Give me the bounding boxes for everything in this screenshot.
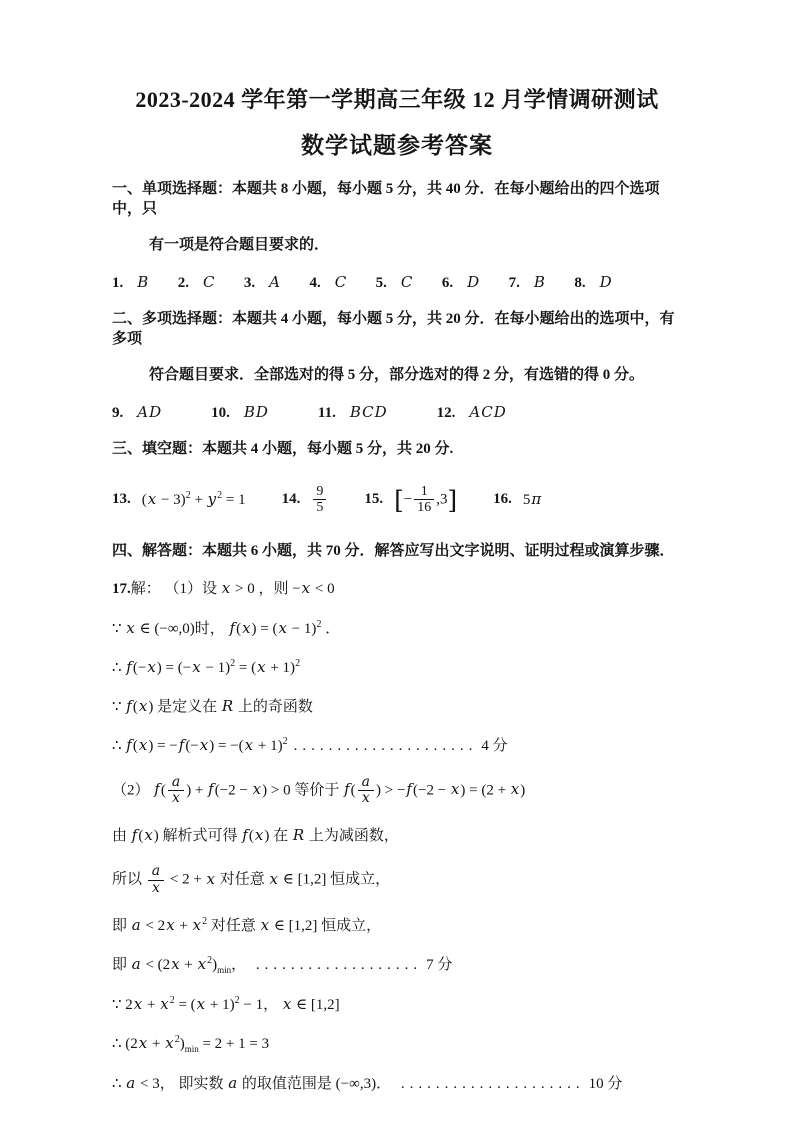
document-title-line1: 2023-2024 学年第一学期高三年级 12 月学情调研测试: [135, 87, 659, 112]
section3-heading: 三、填空题：本题共 4 小题，每小题 5 分，共 20 分.: [112, 441, 454, 458]
answer-item-3: 3. A: [243, 272, 282, 291]
solution17-line-13: ∴ a < 3， 即实数 a 的取值范围是 (−∞,3)． ..................... 10 分: [112, 1074, 623, 1093]
solution17-line-4: ∵ f(x) 是定义在 R 上的奇函数: [112, 697, 313, 716]
section2-heading-line1: 二、多项选择题：本题共 4 小题，每小题 5 分，共 20 分．在每小题给出的选项中，有多项: [112, 311, 675, 347]
answer-item-1: 1. B: [112, 272, 150, 291]
answer-item-7: 7. B: [508, 272, 546, 291]
answer-item-5: 5. C: [375, 272, 414, 291]
solution17-line-11: ∵ $2x + x^2 = (x + 1)^2 - 1$， x ∈ [1,2]: [112, 995, 340, 1014]
answer-item-13: 13. $(x - 3)^2 + y^2 = 1$: [112, 489, 246, 511]
answer-item-6: 6. D: [441, 272, 481, 291]
answer-item-16: 16. 5π: [493, 490, 542, 511]
solution17-line-3: ∴ $f(-x) = (-x - 1)^2 = (x + 1)^2$: [112, 657, 301, 676]
formula-16: 5π: [522, 489, 542, 508]
answer-item-11: 11. BCD: [317, 402, 388, 421]
solution17-line-7: 由 f(x) 解析式可得 f(x) 在 R 上为减函数，: [112, 826, 399, 845]
solution17-line-10: 即 $a < (2x + x^2)_{min}$， ................... 7 分: [112, 954, 453, 975]
document-title-line2: 数学试题参考答案: [301, 132, 493, 158]
answer-item-2: 2. C: [177, 272, 216, 291]
solution17-line-12: ∴ $(2x + x^2)_{min} = 2 + 1 = 3$: [112, 1034, 270, 1055]
formula-14: $\frac{9}{5}$: [311, 484, 328, 516]
section2-heading-line2: 符合题目要求．全部选对的得 5 分，部分选对的得 2 分，有选错的得 0 分。: [149, 367, 645, 384]
section1-heading-line1: 一、单项选择题：本题共 8 小题，每小题 5 分，共 40 分．在每小题给出的四个选项中，只: [112, 181, 660, 217]
solution17-line-1: 17.解： （1）设 x > 0 ，则 −x < 0: [112, 579, 335, 598]
solution17-line-9: 即 $a < 2x + x^2$ 对任意 x ∈ [1,2] 恒成立，: [112, 915, 382, 934]
section3-answer-row: [112, 477, 682, 523]
formula-15: [− $\frac{1}{16}$ ,3]: [394, 483, 458, 516]
section1-answer-row: [112, 273, 614, 294]
answer-item-12: 12. ACD: [436, 402, 507, 421]
section4-heading: 四、解答题：本题共 6 小题，共 70 分．解答应写出文字说明、证明过程或演算步骤．: [112, 542, 675, 559]
solution17-line-6: （2） f( $\frac{a}{x}$ ) + f(−2 − x) > 0 等价于 f( $\frac{a}{x}$ ) > −f(−2 − x) = (2 + x): [112, 773, 526, 807]
answer-item-10: 10. BD: [211, 402, 269, 421]
solution17-line-8: 所以 $\frac{a}{x}$ < 2 + x 对任意 x ∈ [1,2] 恒成立，: [112, 863, 391, 896]
answer-item-9: 9. AD: [112, 402, 163, 421]
formula-13: $(x - 3)^2 + y^2 = 1$: [141, 490, 246, 509]
section2-answer-row: [112, 403, 682, 424]
answer-item-15: 15. [− $\frac{1}{16}$ ,3]: [364, 483, 458, 516]
answer-item-14: 14. $\frac{9}{5}$: [282, 484, 329, 516]
solution17-line-5: ∴ $f(x) = -f(-x) = -(x + 1)^2$ ..................... 4 分: [112, 736, 508, 755]
answer-item-4: 4. C: [309, 272, 348, 291]
section1-heading-line2: 有一项是符合题目要求的．: [149, 237, 330, 254]
solution17-line-2: ∵ x ∈ (−∞,0)时， $f(x) = (x - 1)^2$ ．: [112, 618, 341, 637]
answer-item-8: 8. D: [574, 272, 613, 291]
